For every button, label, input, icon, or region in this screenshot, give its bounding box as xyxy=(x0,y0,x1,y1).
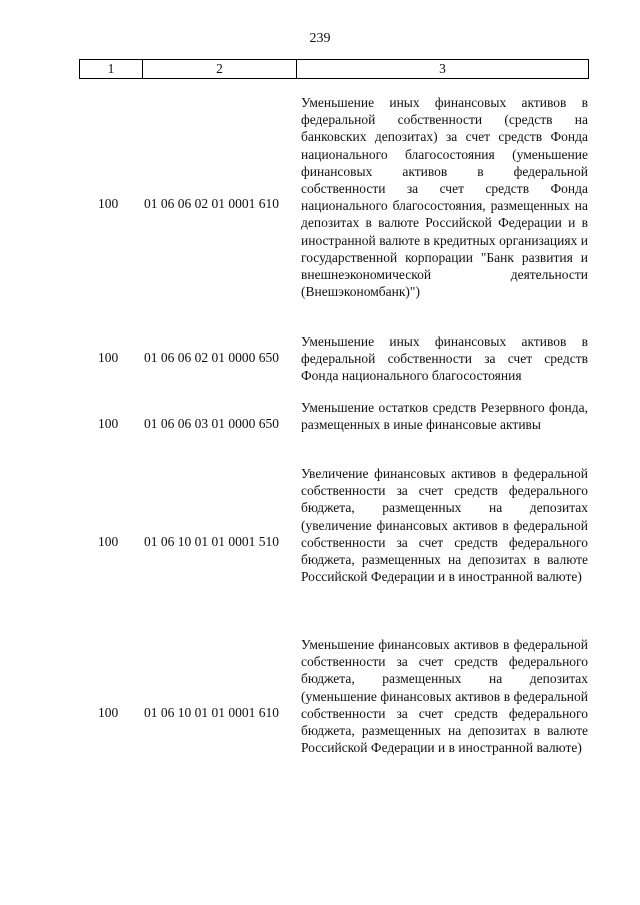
row-description: Увеличение финансовых активов в федеральной собственности за счет средств федерального бюджета, размещенных на депозитах (увеличение финансовых активов в федеральной собственности за счет средств федерального бюджета, размещенных на депозитах в валюте Российской Федерации и в иностранной валюте) xyxy=(301,466,588,585)
admin-code: 100 xyxy=(98,416,119,431)
column-header-1: 1 xyxy=(80,60,143,79)
row-description: Уменьшение иных финансовых активов в федеральной собственности за счет средств Фонда национального благосостояния xyxy=(301,334,588,384)
admin-code: 100 xyxy=(98,705,119,720)
admin-code: 100 xyxy=(98,196,119,211)
budget-classification-code: 01 06 06 03 01 0000 650 xyxy=(144,416,279,431)
column-header-table xyxy=(79,59,589,79)
row-description: Уменьшение иных финансовых активов в федеральной собственности (средств на банковских депозитах) за счет средств Фонда национального благосостояния (уменьшение финансовых активов в федеральной собственности за счет средств Фонда национального благосостояния, размещенных на депозитах в валюте Российской Федерации и в иностранной валюте в кредитных организациях и государственной корпорации "Банк развития и внешнеэкономической деятельности (Внешэкономбанк)") xyxy=(301,95,588,300)
column-header-3: 3 xyxy=(297,60,589,79)
budget-classification-code: 01 06 10 01 01 0001 610 xyxy=(144,705,279,720)
admin-code: 100 xyxy=(98,534,119,549)
column-header-row xyxy=(80,60,589,79)
budget-classification-code: 01 06 10 01 01 0001 510 xyxy=(144,534,279,549)
admin-code: 100 xyxy=(98,350,119,365)
row-description: Уменьшение остатков средств Резервного фонда, размещенных в иные финансовые активы xyxy=(301,400,588,433)
budget-classification-code: 01 06 06 02 01 0001 610 xyxy=(144,196,279,211)
row-description: Уменьшение финансовых активов в федеральной собственности за счет средств федерального бюджета, размещенных на депозитах (уменьшение финансовых активов в федеральной собственности за счет средств федерального бюджета, размещенных на депозитах в валюте Российской Федерации и в иностранной валюте) xyxy=(301,637,588,756)
budget-classification-code: 01 06 06 02 01 0000 650 xyxy=(144,350,279,365)
column-header-2: 2 xyxy=(143,60,297,79)
page-number: 239 xyxy=(309,31,331,46)
